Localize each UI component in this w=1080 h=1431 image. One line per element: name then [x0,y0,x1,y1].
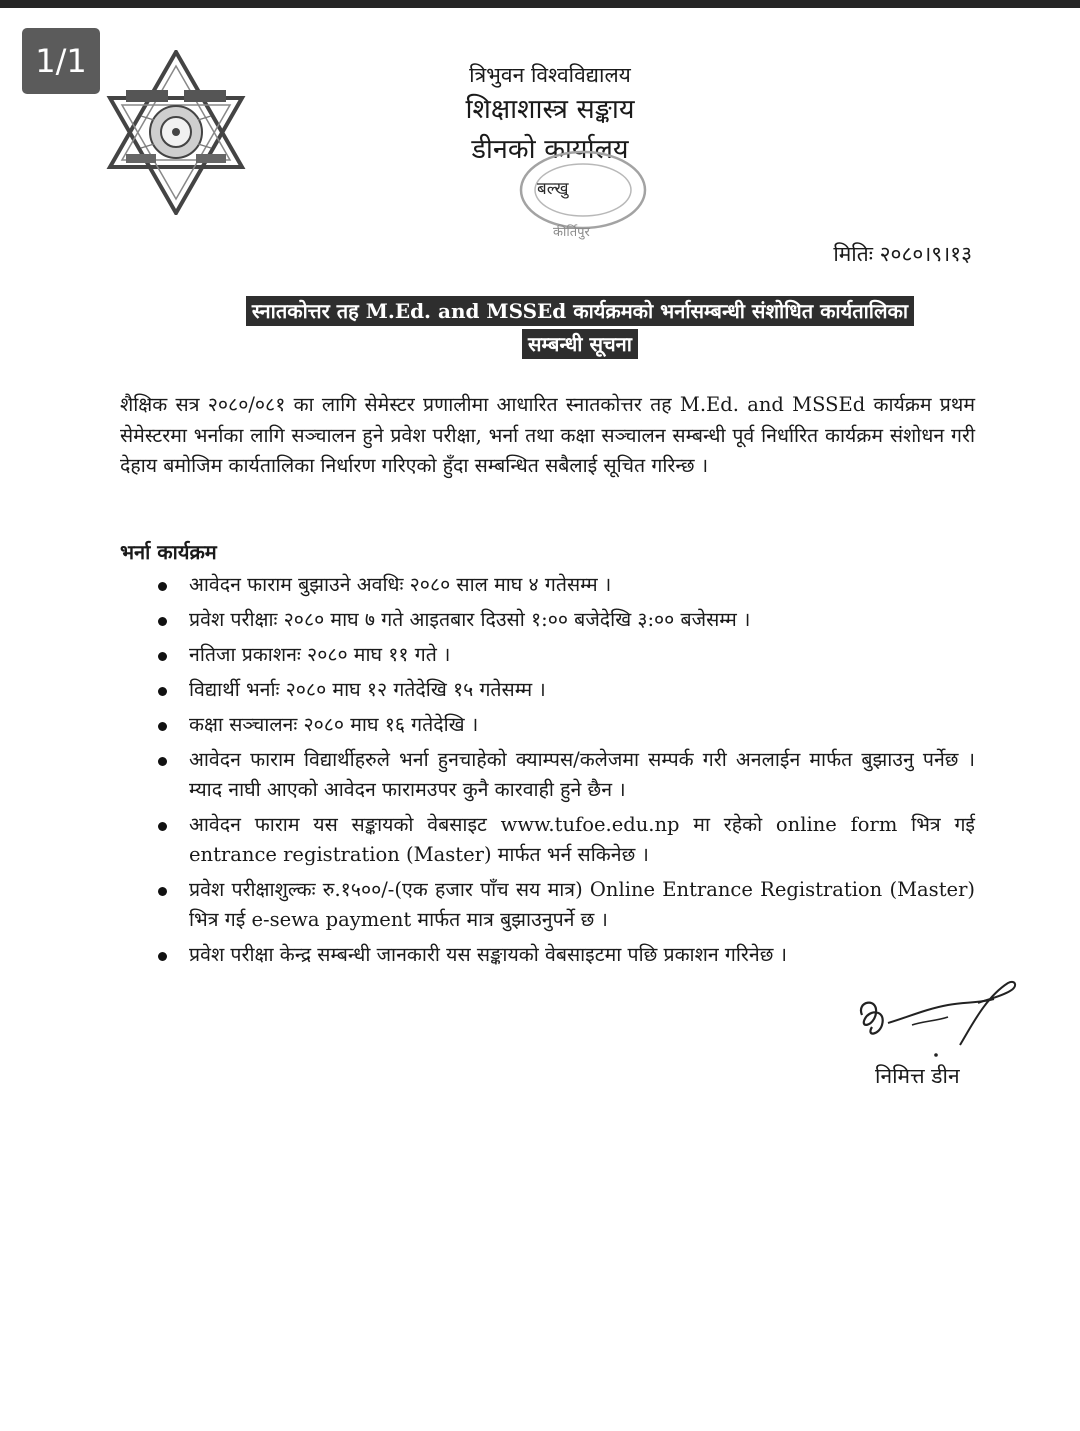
list-item [155,875,975,935]
list-item-text: विद्यार्थी भर्नाः २०८० माघ १२ गतेदेखि १५ गतेसम्म । [189,678,546,701]
notice-heading [205,296,955,359]
list-item [155,745,975,805]
list-item [155,675,975,705]
bullet-icon [158,652,167,661]
university-name: त्रिभुवन विश्वविद्यालय [469,63,631,87]
notice-heading-line-2: सम्बन्धी सूचना [522,329,638,359]
stamp-text-balkhu: बल्खु [537,179,569,199]
bullet-icon [158,757,167,766]
list-item-text: नतिजा प्रकाशनः २०८० माघ ११ गते । [189,643,451,666]
office-stamp-icon [505,148,655,240]
bullet-icon [158,687,167,696]
bullet-icon [158,617,167,626]
notice-intro-paragraph: शैक्षिक सत्र २०८०/०८१ का लागि सेमेस्टर प्रणालीमा आधारित स्नातकोत्तर तह M.Ed. and MSSEd कार्यक्रम प्रथम सेमेस्टरमा भर्नाका लागि सञ्चालन हुने प्रवेश परीक्षा, भर्ना तथा कक्षा सञ्चालन सम्बन्धी पूर्व निर्धारित कार्यक्रम संशोधन गरी देहाय बमोजिम कार्यतालिका निर्धारण गरिएको हुँदा सम्बन्धित सबैलाई सूचित गरिन्छ । [120,393,975,477]
admission-program-list [155,570,975,975]
list-item [155,640,975,670]
office-name: डीनको कार्यालय [471,134,629,165]
handwritten-signature-icon [852,975,1022,1065]
list-item [155,810,975,870]
bullet-icon [158,952,167,961]
tribhuvan-university-emblem-icon [96,50,256,215]
bullet-icon [158,582,167,591]
page-counter-badge: 1/1 [22,28,100,94]
list-item-text: आवेदन फाराम विद्यार्थीहरुले भर्ना हुनचाहेको क्याम्पस/कलेजमा सम्पर्क गरी अनलाईन मार्फत बुझाउनु पर्नेछ । म्याद नाघी आएको आवेदन फारामउपर कुनै कारवाही हुने छैन । [189,748,975,801]
bullet-icon [158,722,167,731]
list-item-text: कक्षा सञ्चालनः २०८० माघ १६ गतेदेखि । [189,713,479,736]
list-item-text: आवेदन फाराम बुझाउने अवधिः २०८० साल माघ ४ गतेसम्म । [189,573,612,596]
list-item-text: प्रवेश परीक्षाशुल्कः रु.१५००/-(एक हजार पाँच सय मात्र) Online Entrance Registration (Master) भित्र गई e-sewa payment मार्फत मात्र बुझाउनुपर्ने छ । [189,878,975,931]
bullet-icon [158,822,167,831]
list-item [155,605,975,635]
list-item-text: प्रवेश परीक्षा केन्द्र सम्बन्धी जानकारी यस सङ्कायको वेबसाइटमा पछि प्रकाशन गरिनेछ । [189,943,787,966]
stamp-text-kirtipur: कीर्तिपुर [553,225,590,240]
list-item [155,570,975,600]
viewer-top-bar [0,0,1080,8]
signatory-title: निमित्त डीन [875,1064,960,1088]
faculty-name: शिक्षाशास्त्र सङ्काय [465,94,635,125]
list-item [155,940,975,970]
list-item-text: आवेदन फाराम यस सङ्कायको वेबसाइट www.tufoe.edu.np मा रहेको online form भित्र गई entrance registration (Master) मार्फत भर्न सकिनेछ । [189,813,975,866]
list-item [155,710,975,740]
list-item-text: प्रवेश परीक्षाः २०८० माघ ७ गते आइतबार दिउसो १:०० बजेदेखि ३:०० बजेसम्म । [189,608,751,631]
bullet-icon [158,887,167,896]
notice-heading-line-1: स्नातकोत्तर तह M.Ed. and MSSEd कार्यक्रमको भर्नासम्बन्धी संशोधित कार्यतालिका [246,296,914,326]
notice-date: मितिः २०८०।९।१३ [833,242,972,266]
admission-program-title: भर्ना कार्यक्रम [120,540,217,564]
